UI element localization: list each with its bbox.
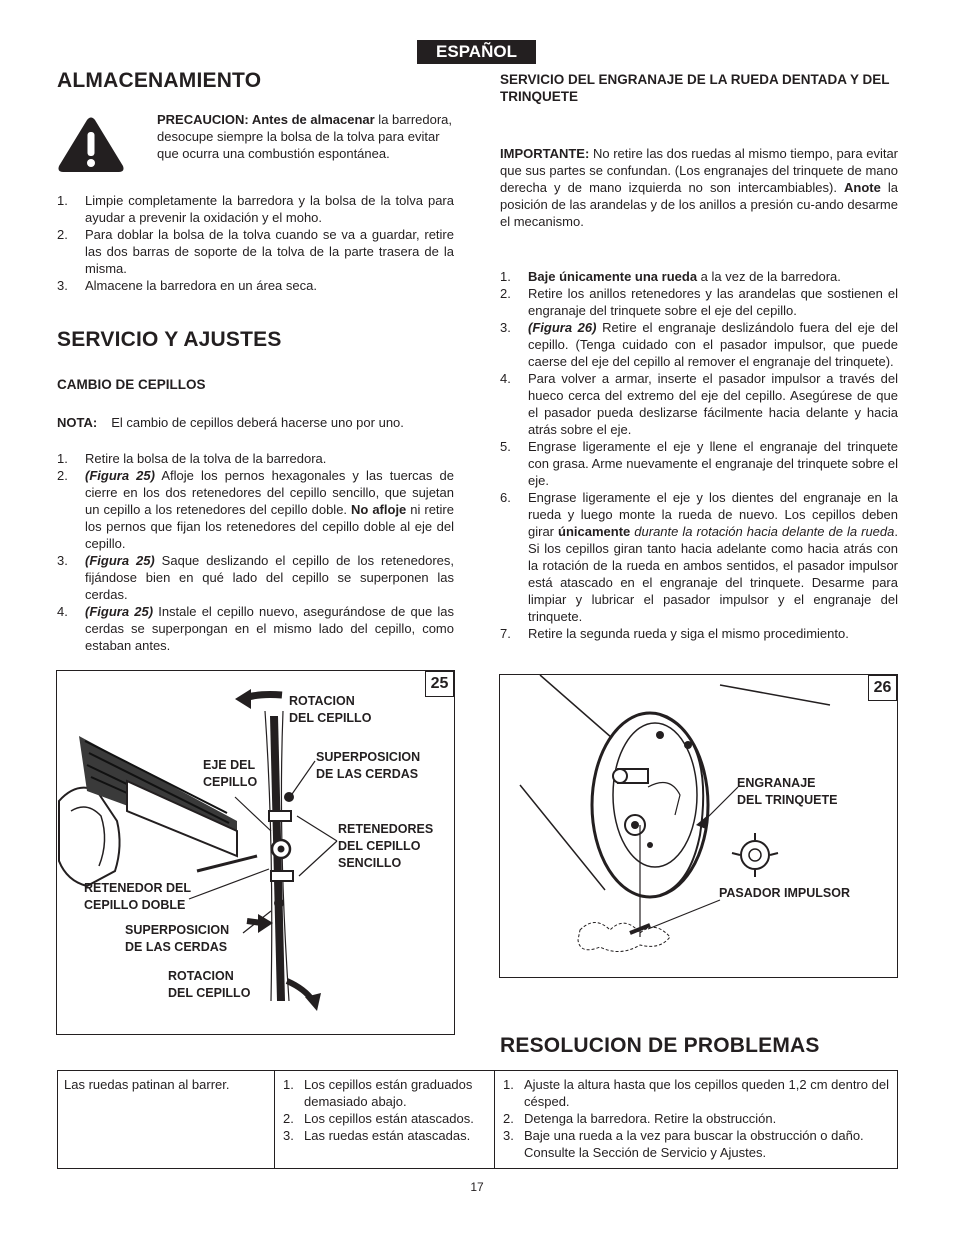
storage-title: ALMACENAMIENTO	[57, 69, 262, 92]
list-item: 3. (Figura 25) Saque deslizando el cepillo de los retenedores, fijándose bien en qué lado del cepillo se superponen las cerdas.	[57, 553, 454, 602]
ratchet-important: IMPORTANTE: No retire las dos ruedas al mismo tiempo, para evitar que sus partes se confundan. (Los engranajes del trinquete de mano derecha y de mano izquierda no son intercambiables). Anote la posición de las arandelas y de los anillos a presión cu-ando desarme el mecanismo.	[500, 146, 899, 229]
remedies-cell	[495, 1071, 898, 1169]
label-superposicion-top: SUPERPOSICION DE LAS CERDAS	[316, 750, 421, 781]
list-item: 4. (Figura 25) Instale el cepillo nuevo, asegurándose de que las cerdas se superpongan en el mismo lado del cepillo, como estaban antes.	[57, 604, 454, 653]
figure-25	[56, 670, 455, 1035]
list-item: 3. Baje una rueda a la vez para buscar la obstrucción o daño. Consulte la Sección de Servicio y Ajustes.	[503, 1128, 864, 1160]
list-item: 2. Detenga la barredora. Retire la obstrucción.	[503, 1111, 777, 1126]
brush-steps	[57, 450, 454, 654]
list-item: 3. (Figura 26) Retire el engranaje deslizándolo fuera del eje del cepillo. (Tenga cuidado con el pasador impulsor, que puede caerse del eje del cepillo al remover el engranaje del trinquete).	[500, 320, 898, 369]
list-item: 6. Engrase ligeramente el eje y los dientes del engranaje en la rueda y luego monte la rueda de nuevo. Los cepillos deben girar únicamente durante la rotación hacia delante de la rueda. Si los cepillos giran tanto hacia adelante como hacia atrás con la rotación de la rueda en ambos sentidos, el pasador impulsor está atascado en el engranaje del trinquete. Desarme para limpiar y lubricar el pasador impulsor y el engranaje del trinquete.	[500, 490, 898, 624]
list-item: 2. (Figura 25) Afloje los pernos hexagonales y las tuercas de cierre en los dos retenedores del cepillo sencillo, que sujetan un cepillo a los retenedores del cepillo doble. No afloje ni retire los pernos que fijan los retenedores del cepillo doble al eje del cepillo.	[57, 468, 454, 551]
list-item: 3. Almacene la barredora en un área seca.	[57, 278, 317, 293]
table-row	[58, 1071, 898, 1169]
list-item: 1. Baje únicamente una rueda a la vez de la barredora.	[500, 269, 841, 284]
warning-icon	[57, 116, 125, 174]
causes-cell	[275, 1071, 495, 1169]
note-label: NOTA:	[57, 415, 98, 430]
label-rotacion-bottom: ROTACION DEL CEPILLO	[168, 969, 251, 1000]
list-item: 1. Retire la bolsa de la tolva de la barredora.	[57, 451, 327, 466]
label-retenedor-doble: RETENEDOR DEL CEPILLO DOBLE	[84, 881, 191, 912]
figure-number: 25	[425, 671, 454, 697]
list-item: 1. Ajuste la altura hasta que los cepillos queden 1,2 cm dentro del césped.	[503, 1077, 889, 1109]
troubleshooting-table	[57, 1070, 898, 1169]
language-tab: ESPAÑOL	[417, 40, 536, 64]
label-rotacion-top: ROTACION DEL CEPILLO	[289, 694, 372, 725]
brush-note	[57, 414, 454, 431]
list-item: 2. Para doblar la bolsa de la tolva cuando se va a guardar, retire las dos barras de soporte de la tolva de la parte trasera de la misma.	[57, 227, 454, 276]
list-item: 1. Limpie completamente la barredora y la bolsa de la tolva para ayudar a prevenir la oxidación y el moho.	[57, 193, 454, 225]
list-item: 5. Engrase ligeramente el eje y llene el engranaje del trinquete con grasa. Arme nuevamente el engranaje del trinquete sobre el eje.	[500, 439, 899, 488]
page-number: 17	[470, 1180, 484, 1194]
label-pasador: PASADOR IMPULSOR	[719, 886, 851, 900]
list-item: 2. Retire los anillos retenedores y las arandelas que sostienen el engranaje del trinquete sobre el eje del cepillo.	[500, 286, 898, 318]
list-item: 1. Los cepillos están graduados demasiado abajo.	[283, 1077, 473, 1109]
list-item: 2. Los cepillos están atascados.	[283, 1111, 474, 1126]
label-eje: EJE DEL CEPILLO	[203, 758, 258, 789]
figure-number: 26	[868, 675, 897, 701]
warning-text: la barredora, desocupe siempre la bolsa de la tolva para evitar que ocurra una combustión espontánea.	[157, 112, 453, 161]
figure-26	[499, 674, 898, 978]
storage-warning	[157, 111, 453, 162]
warning-label: PRECAUCION: Antes de almacenar	[157, 112, 375, 127]
label-engranaje: ENGRANAJE DEL TRINQUETE	[737, 776, 838, 807]
service-title: SERVICIO Y AJUSTES	[57, 328, 282, 351]
ratchet-illustration	[500, 675, 897, 977]
list-item: 4. Para volver a armar, inserte el pasador impulsor a través del hueco cerca del extremo del eje del cepillo. Asegúrese de que el pasador pueda deslizarse fácilmente hacia delante y hacia atrás sobre el eje.	[500, 371, 898, 437]
important-label: IMPORTANTE:	[500, 146, 590, 161]
label-superposicion-bottom: SUPERPOSICION DE LAS CERDAS	[125, 923, 230, 954]
problem-cell: Las ruedas patinan al barrer.	[58, 1071, 275, 1169]
storage-steps	[57, 192, 454, 294]
ratchet-title: SERVICIO DEL ENGRANAJE DE LA RUEDA DENTADA Y DEL TRINQUETE	[500, 72, 890, 104]
list-item: 3. Las ruedas están atascadas.	[283, 1128, 471, 1143]
troubleshooting-title: RESOLUCION DE PROBLEMAS	[500, 1034, 820, 1057]
brush-change-title: CAMBIO DE CEPILLOS	[57, 377, 206, 392]
label-retenedores-sencillo: RETENEDORES DEL CEPILLO SENCILLO	[338, 822, 434, 870]
note-text: El cambio de cepillos deberá hacerse uno por uno.	[111, 415, 404, 430]
list-item: 7. Retire la segunda rueda y siga el mismo procedimiento.	[500, 626, 849, 641]
ratchet-steps	[500, 268, 898, 642]
